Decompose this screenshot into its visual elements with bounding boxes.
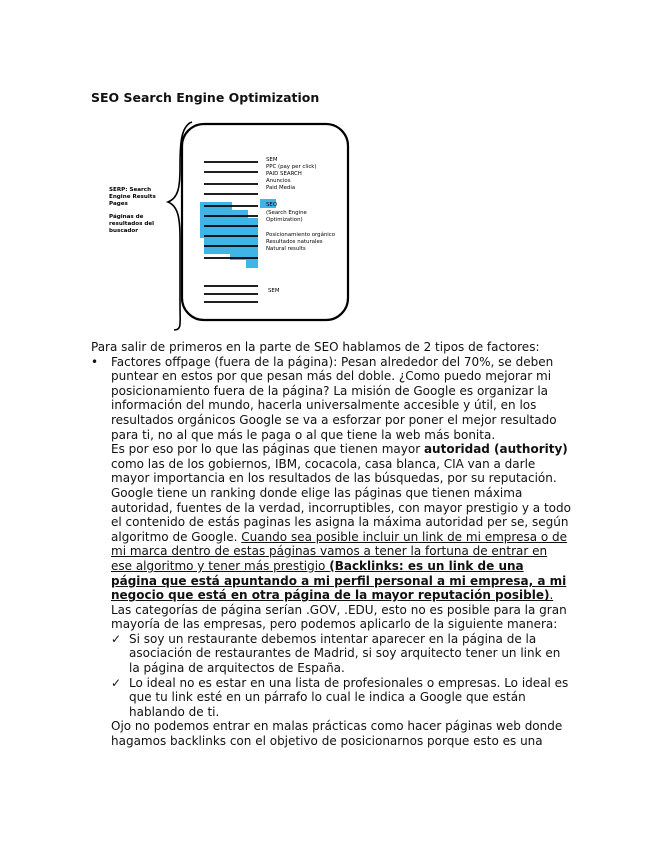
seo-desc-line-2: Optimization) [266, 217, 303, 223]
document-body [91, 340, 571, 749]
anuncios-label: Anuncios [266, 178, 291, 184]
paid-search-label: PAID SEARCH [266, 171, 302, 177]
serp-label-line-2: Engine Results [109, 194, 156, 200]
organic-label-3: Natural results [266, 246, 306, 252]
backlinks-definition: (Backlinks: es un link de una página que está apuntando a mi perfil personal a mi empresa, a mi negocio que está en otra página de la mayor reputación posible) [111, 558, 567, 603]
ppc-label: PPC (pay per click) [266, 164, 317, 170]
check-item-restaurant-text: Si soy un restaurante debemos intentar aparecer en la página de la asociación de restaurantes de Madrid, si soy arquitecto tener un link en la página de arquitectos de España. [129, 631, 561, 676]
serp-label-line-4: Páginas de [109, 214, 144, 220]
serp-label-line-1: SERP: Search [109, 187, 152, 193]
sem-label-bottom: SEM [268, 288, 280, 294]
check-item-restaurant [91, 632, 571, 676]
checkmark-icon: ✓ [111, 631, 122, 646]
authority-text-b: como las de los gobiernos, IBM, cocacola, casa blanca, CIA van a darle mayor importancia en los resultados de las búsquedas, por su reputación. Google tiene un ranking donde elige las páginas que tienen máxima autoridad, fuentes de la verdad, incorruptibles, con mayor prestigio y a todo el contenido de estás paginas les asigna la máxima autoridad per se, según algoritmo de Google. [111, 456, 571, 544]
bullet-offpage [91, 355, 571, 443]
bullet-dot: • [91, 354, 99, 369]
intro-paragraph: Para salir de primeros en la parte de SEO hablamos de 2 tipos de factores: [91, 340, 540, 354]
checkmark-icon: ✓ [111, 675, 122, 690]
authority-paragraph [91, 442, 571, 603]
check-item-paragraph-text: Lo ideal no es estar en una lista de profesionales o empresas. Lo ideal es que tu link esté en un párrafo lo cual le indica a Google que están hablando de ti. [129, 675, 569, 719]
document-title: SEO Search Engine Optimization [91, 90, 320, 105]
seo-label: SEO [266, 202, 278, 208]
authority-text-a: Es por eso por lo que las páginas que tienen mayor [111, 442, 424, 457]
authority-bold: autoridad (authority) [423, 442, 568, 457]
seo-desc-line-1: (Search Engine [266, 210, 307, 216]
serp-label-line-3: Pages [109, 201, 128, 207]
serp-label-line-5: resultados del [109, 221, 155, 227]
serp-diagram [100, 118, 360, 334]
check-item-paragraph [91, 676, 571, 720]
serp-label-line-6: buscador [109, 228, 139, 234]
organic-label-2: Resultados naturales [266, 239, 323, 245]
bullet-offpage-text: Factores offpage (fuera de la página): Pesan alrededor del 70%, se deben puntear en estos por que pesan más del doble. ¿Como puedo mejorar mi posicionamiento fuera de la página? La misión de Google es organizar la información del mundo, hacerla universalmente accesible y útil, en los resultados orgánicos Google se va a esforzar por poner el mejor resultado para ti, no al que más le paga o al que tiene la web más bonita. [111, 354, 557, 442]
sem-label-top: SEM [266, 157, 278, 163]
categories-paragraph: Las categorías de página serían .GOV, .EDU, esto no es posible para la gran mayoría de las empresas, pero podemos aplicarlo de la siguiente manera: [111, 602, 567, 632]
paid-media-label: Paid Media [266, 185, 296, 191]
authority-underlined: Cuando sea posible incluir un link de mi empresa o de mi marca dentro de estas páginas vamos a tener la fortuna de entrar en ese algoritmo y tener más prestigio [111, 529, 568, 573]
warning-paragraph: Ojo no podemos entrar en malas prácticas como hacer páginas web donde hagamos backlinks con el objetivo de posicionarnos porque esto es una [111, 719, 563, 749]
authority-end: . [549, 588, 554, 603]
curly-brace [168, 122, 192, 330]
organic-label-1: Posicionamiento orgánico [266, 232, 336, 238]
